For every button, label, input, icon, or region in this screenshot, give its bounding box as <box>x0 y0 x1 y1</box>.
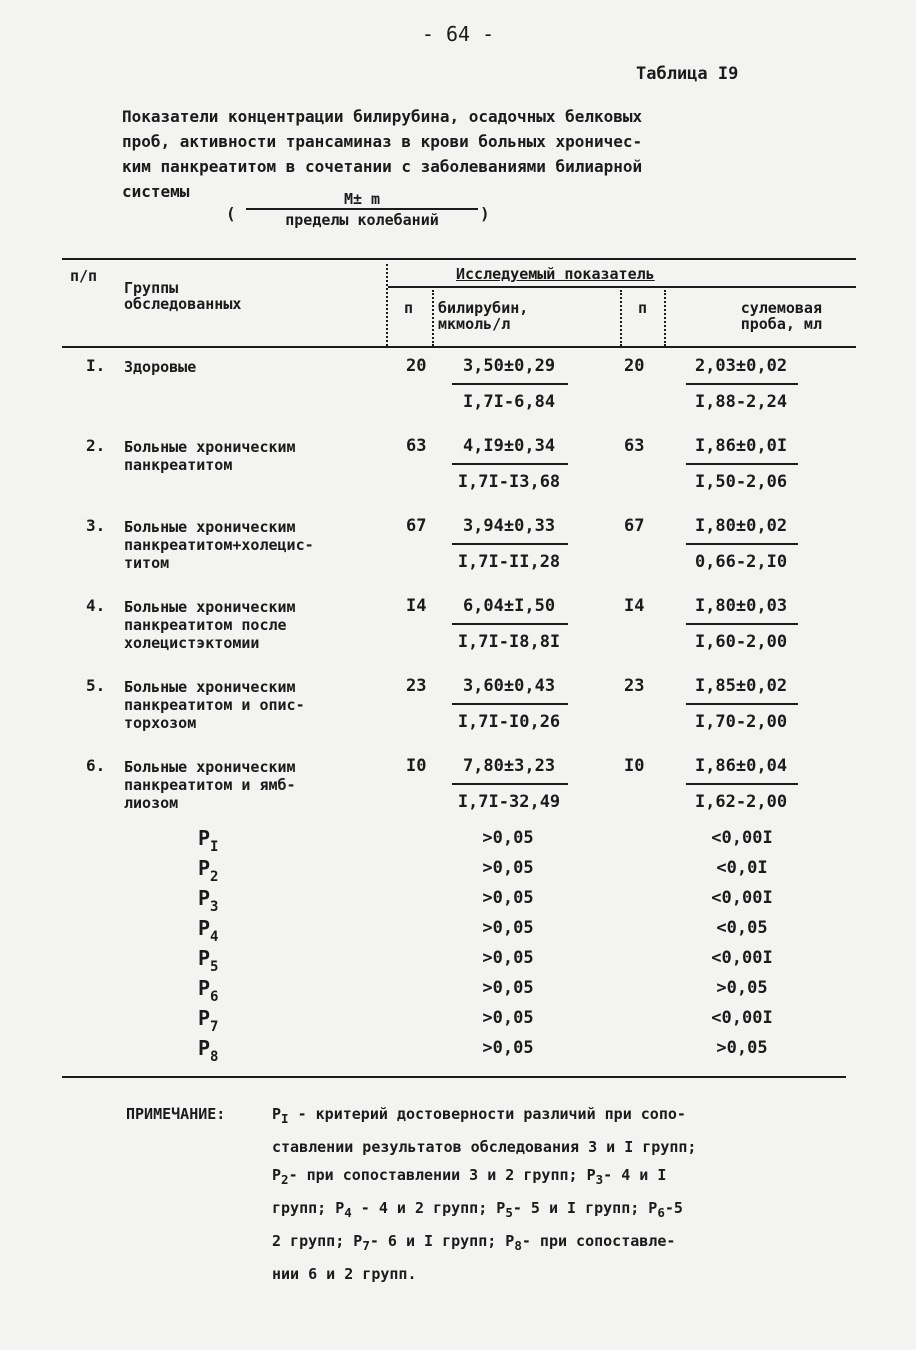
col-header-sulem <box>672 300 822 332</box>
p-label <box>198 1006 218 1035</box>
p-letter: P <box>198 886 211 910</box>
p-bilirubin: >0,05 <box>482 1008 534 1028</box>
caption-line: Показатели концентрации билирубина, осадочных белковых <box>122 107 643 126</box>
col-header-span-title: Исследуемый показатель <box>456 265 655 283</box>
p-letter: P <box>198 1036 211 1060</box>
sulem-mean: I,80±0,03 <box>694 596 788 616</box>
p-subscript: 3 <box>210 899 219 915</box>
p-bilirubin: >0,05 <box>482 828 534 848</box>
p-subscript: 4 <box>210 929 219 945</box>
bilirubin-fraction-line <box>452 623 568 625</box>
row-group-name-line: титом <box>124 554 170 572</box>
p-bilirubin: >0,05 <box>482 888 534 908</box>
sulem-mean: I,80±0,02 <box>694 516 788 536</box>
p-subscript: 2 <box>210 869 219 885</box>
p-letter: P <box>198 946 211 970</box>
sulem-fraction-line <box>686 623 798 625</box>
row-n-bilirubin: I4 <box>406 596 427 616</box>
bilirubin-fraction-line <box>452 383 568 385</box>
row-n-sulem: 23 <box>624 676 645 696</box>
p-sulem: <0,0I <box>716 858 768 878</box>
p-sulem: <0,00I <box>711 888 773 908</box>
col-header-bilirubin-line: билирубин, <box>438 299 529 317</box>
row-group-name-line: Здоровые <box>124 358 197 376</box>
row-group-name-line: панкреатитом и ямб- <box>124 776 296 794</box>
p-letter: P <box>198 1006 211 1030</box>
sulem-fraction-line <box>686 783 798 785</box>
sulem-fraction-line <box>686 543 798 545</box>
p-bilirubin: >0,05 <box>482 858 534 878</box>
col-header-n2: п <box>638 299 648 317</box>
row-group-name-line: панкреатитом после <box>124 616 287 634</box>
bilirubin-mean: 7,80±3,23 <box>462 756 556 776</box>
bilirubin-fraction-line <box>452 783 568 785</box>
sulem-mean: I,86±0,0I <box>694 436 788 456</box>
p-label <box>198 826 218 855</box>
row-group-name <box>124 518 314 572</box>
sulem-range: I,70-2,00 <box>694 712 788 732</box>
row-group-name-line: панкреатитом+холецис- <box>124 536 314 554</box>
p-label <box>198 886 218 915</box>
caption-line: проб, активности трансаминаз в крови больных хроничес- <box>122 132 643 151</box>
p-label <box>198 856 218 885</box>
note-body <box>272 1100 696 1288</box>
sulem-fraction-line <box>686 383 798 385</box>
p-subscript: 6 <box>210 989 219 1005</box>
p-sulem: <0,00I <box>711 1008 773 1028</box>
p-subscript: 7 <box>210 1019 219 1035</box>
row-group-name-line: Больные хроническим <box>124 598 296 616</box>
sulem-mean: I,86±0,04 <box>694 756 788 776</box>
col-header-bilirubin <box>438 300 528 332</box>
row-n-sulem: 63 <box>624 436 645 456</box>
row-group-name-line: Больные хроническим <box>124 678 296 696</box>
bilirubin-mean: 3,94±0,33 <box>462 516 556 536</box>
row-group-name <box>124 598 296 652</box>
bilirubin-mean: 4,I9±0,34 <box>462 436 556 456</box>
row-n-sulem: 67 <box>624 516 645 536</box>
sulem-fraction-line <box>686 463 798 465</box>
row-group-name-line: торхозом <box>124 714 197 732</box>
p-label <box>198 976 218 1005</box>
row-number: 2. <box>86 436 106 455</box>
row-group-name-line: Больные хроническим <box>124 758 296 776</box>
p-sulem: <0,00I <box>711 828 773 848</box>
header-span-rule <box>388 286 856 288</box>
caption-line: системы <box>122 182 190 201</box>
row-n-bilirubin: I0 <box>406 756 427 776</box>
col-header-group <box>124 280 241 312</box>
row-number: 4. <box>86 596 106 615</box>
table-label: Таблица I9 <box>636 64 739 84</box>
p-label <box>198 1036 218 1065</box>
row-group-name <box>124 438 296 474</box>
note-line: 2 групп; $P_7-$ 6 и I групп; $P_8-$ при сопоставле- <box>272 1232 676 1253</box>
row-group-name <box>124 358 196 376</box>
header-divider <box>664 290 666 346</box>
fraction-denominator: пределы колебаний <box>246 208 478 230</box>
col-header-bilirubin-line: мкмоль/л <box>438 315 511 333</box>
caption-paren-close: ) <box>480 204 490 223</box>
row-n-sulem: I4 <box>624 596 645 616</box>
bilirubin-fraction-line <box>452 543 568 545</box>
col-header-group-line: Группы <box>124 279 179 297</box>
row-n-sulem: I0 <box>624 756 645 776</box>
sulem-mean: I,85±0,02 <box>694 676 788 696</box>
note-heading: ПРИМЕЧАНИЕ: <box>126 1105 226 1123</box>
col-header-group-line: обследованных <box>124 295 242 313</box>
bilirubin-range: I,7I-I8,8I <box>457 632 561 652</box>
page-number: - 64 - <box>421 22 495 46</box>
p-letter: P <box>198 826 211 850</box>
bilirubin-mean: 3,60±0,43 <box>462 676 556 696</box>
row-group-name <box>124 678 305 732</box>
row-number: 6. <box>86 756 106 775</box>
note-line: $P_I$ - критерий достоверности различий при сопо- <box>272 1105 686 1126</box>
row-group-name-line: панкреатитом <box>124 456 233 474</box>
row-number: 5. <box>86 676 106 695</box>
header-divider <box>432 290 434 346</box>
sulem-range: 0,66-2,I0 <box>694 552 788 572</box>
row-n-bilirubin: 20 <box>406 356 427 376</box>
row-group-name <box>124 758 296 812</box>
row-group-name-line: панкреатитом и опис- <box>124 696 305 714</box>
sulem-mean: 2,03±0,02 <box>694 356 788 376</box>
col-header-n1: п <box>404 299 414 317</box>
sulem-range: I,88-2,24 <box>694 392 788 412</box>
caption-paren-open: ( <box>226 204 236 223</box>
bilirubin-fraction-line <box>452 703 568 705</box>
header-divider <box>620 290 622 346</box>
header-bottom-rule <box>62 346 856 348</box>
note-line: $P_2-$ при сопоставлении 3 и 2 групп; $P_3-$ 4 и I <box>272 1166 667 1187</box>
row-group-name-line: Больные хроническим <box>124 518 296 536</box>
table-caption <box>122 104 642 204</box>
p-subscript: 5 <box>210 959 219 975</box>
bilirubin-mean: 6,04±I,50 <box>462 596 556 616</box>
p-bilirubin: >0,05 <box>482 948 534 968</box>
row-n-bilirubin: 63 <box>406 436 427 456</box>
note-line: групп; $P_4 - 4$ и 2 групп; $P_5-$ 5 и I групп; $P_6-5$ <box>272 1199 683 1220</box>
row-n-bilirubin: 67 <box>406 516 427 536</box>
note-line: нии 6 и 2 групп. <box>272 1265 417 1283</box>
row-number: 3. <box>86 516 106 535</box>
p-subscript: 8 <box>210 1049 219 1065</box>
col-header-number: п/п <box>70 267 98 285</box>
row-group-name-line: Больные хроническим <box>124 438 296 456</box>
bilirubin-fraction-line <box>452 463 568 465</box>
caption-line: ким панкреатитом в сочетании с заболеваниями билиарной <box>122 157 643 176</box>
col-header-sulem-line: проба, мл <box>740 315 822 333</box>
p-subscript: I <box>210 839 219 855</box>
p-letter: P <box>198 976 211 1000</box>
p-letter: P <box>198 916 211 940</box>
p-sulem: <0,05 <box>716 918 768 938</box>
bilirubin-range: I,7I-6,84 <box>462 392 556 412</box>
fraction-numerator: M± m <box>343 190 381 208</box>
table-bottom-rule <box>62 1076 846 1078</box>
p-sulem: >0,05 <box>716 1038 768 1058</box>
row-number: I. <box>86 356 106 375</box>
p-bilirubin: >0,05 <box>482 1038 534 1058</box>
note-line: ставлении результатов обследования 3 и I групп; <box>272 1138 697 1156</box>
p-label <box>198 946 218 975</box>
p-letter: P <box>198 856 211 880</box>
p-label <box>198 916 218 945</box>
caption-fraction <box>246 190 478 230</box>
table-top-rule <box>62 258 856 260</box>
bilirubin-range: I,7I-I3,68 <box>457 472 561 492</box>
p-bilirubin: >0,05 <box>482 918 534 938</box>
p-sulem: <0,00I <box>711 948 773 968</box>
row-n-sulem: 20 <box>624 356 645 376</box>
row-group-name-line: лиозом <box>124 794 179 812</box>
sulem-range: I,50-2,06 <box>694 472 788 492</box>
p-sulem: >0,05 <box>716 978 768 998</box>
header-divider <box>386 264 388 346</box>
sulem-range: I,60-2,00 <box>694 632 788 652</box>
bilirubin-range: I,7I-I0,26 <box>457 712 561 732</box>
row-group-name-line: холецистэктомии <box>124 634 260 652</box>
col-header-sulem-line: сулемовая <box>740 299 822 317</box>
p-bilirubin: >0,05 <box>482 978 534 998</box>
sulem-range: I,62-2,00 <box>694 792 788 812</box>
row-n-bilirubin: 23 <box>406 676 427 696</box>
bilirubin-range: I,7I-32,49 <box>457 792 561 812</box>
sulem-fraction-line <box>686 703 798 705</box>
bilirubin-range: I,7I-II,28 <box>457 552 561 572</box>
bilirubin-mean: 3,50±0,29 <box>462 356 556 376</box>
